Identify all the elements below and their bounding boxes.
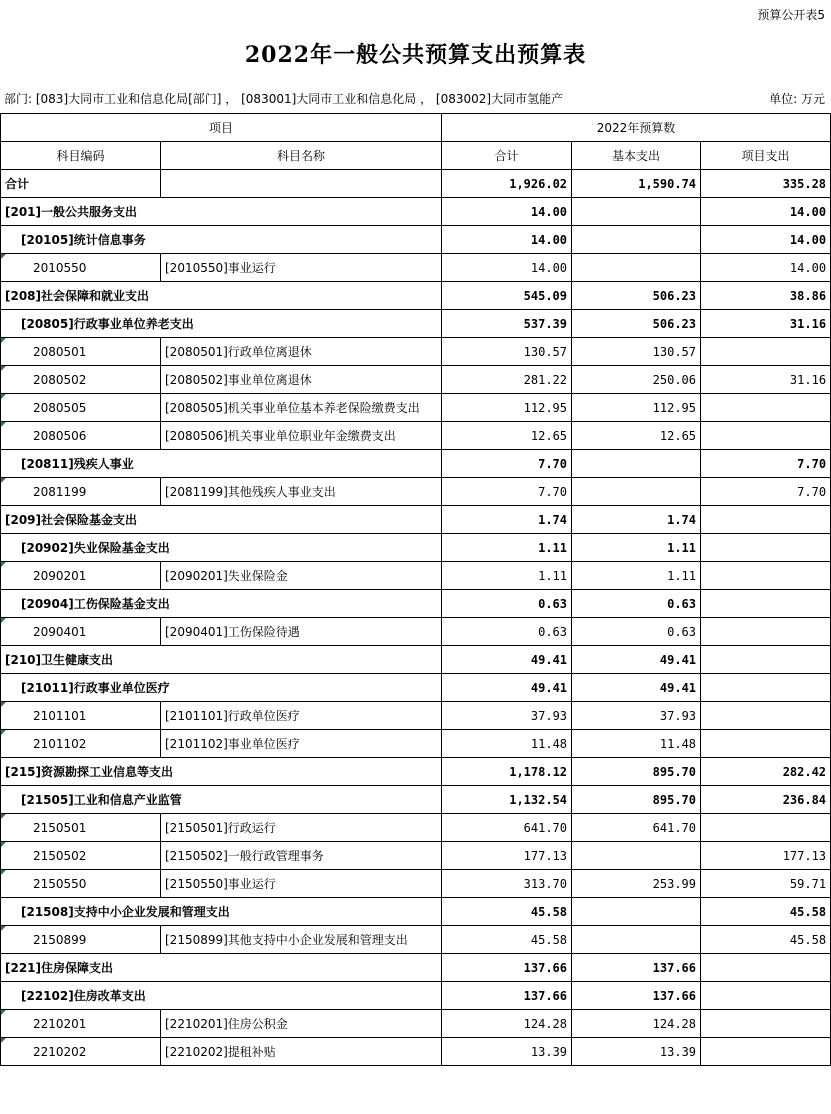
table-row [1, 786, 831, 814]
basic-cell [572, 842, 701, 870]
total-cell: 124.28 [442, 1010, 572, 1038]
total-cell: 49.41 [442, 674, 572, 702]
code-cell: 2081199 [1, 478, 161, 506]
project-cell [701, 646, 831, 674]
table-row [1, 562, 831, 590]
code-cell: 2101102 [1, 730, 161, 758]
project-cell [701, 422, 831, 450]
code-cell: 2090401 [1, 618, 161, 646]
table-row [1, 310, 831, 338]
unit-label: 单位: 万元 [769, 92, 825, 106]
table-row [1, 618, 831, 646]
header-name: 科目名称 [161, 142, 442, 170]
total-cell: 545.09 [442, 282, 572, 310]
header-project: 项目支出 [701, 142, 831, 170]
code-cell: 2150501 [1, 814, 161, 842]
table-row [1, 674, 831, 702]
total-cell: 112.95 [442, 394, 572, 422]
project-cell [701, 814, 831, 842]
name-cell: [2150550]事业运行 [161, 870, 442, 898]
code-cell: 2150550 [1, 870, 161, 898]
project-cell [701, 618, 831, 646]
total-cell: 641.70 [442, 814, 572, 842]
basic-cell: 641.70 [572, 814, 701, 842]
name-cell: [2150899]其他支持中小企业发展和管理支出 [161, 926, 442, 954]
basic-cell: 37.93 [572, 702, 701, 730]
project-cell: 236.84 [701, 786, 831, 814]
total-cell: 1,178.12 [442, 758, 572, 786]
table-row [1, 730, 831, 758]
table-body [1, 170, 831, 1066]
table-row [1, 282, 831, 310]
basic-cell: 130.57 [572, 338, 701, 366]
category-cell: [21508]支持中小企业发展和管理支出 [1, 898, 442, 926]
total-cell: 45.58 [442, 926, 572, 954]
name-cell: [2150502]一般行政管理事务 [161, 842, 442, 870]
budget-table [0, 113, 831, 1066]
category-cell: [22102]住房改革支出 [1, 982, 442, 1010]
code-cell: 2150899 [1, 926, 161, 954]
basic-cell: 506.23 [572, 282, 701, 310]
code-cell: 2080505 [1, 394, 161, 422]
category-cell: [20805]行政事业单位养老支出 [1, 310, 442, 338]
category-cell: [210]卫生健康支出 [1, 646, 442, 674]
total-cell: 1,926.02 [442, 170, 572, 198]
total-cell: 37.93 [442, 702, 572, 730]
total-cell: 49.41 [442, 646, 572, 674]
code-cell: 2080506 [1, 422, 161, 450]
total-cell: 137.66 [442, 982, 572, 1010]
project-cell: 14.00 [701, 198, 831, 226]
total-cell: 313.70 [442, 870, 572, 898]
category-cell: [215]资源勘探工业信息等支出 [1, 758, 442, 786]
code-cell: 2210201 [1, 1010, 161, 1038]
name-cell: [2081199]其他残疾人事业支出 [161, 478, 442, 506]
page-title: 2022年一般公共预算支出预算表 [244, 42, 587, 68]
code-cell: 2150502 [1, 842, 161, 870]
project-cell: 14.00 [701, 226, 831, 254]
project-cell [701, 506, 831, 534]
table-row [1, 870, 831, 898]
category-cell: [21505]工业和信息产业监管 [1, 786, 442, 814]
project-cell [701, 954, 831, 982]
project-cell: 59.71 [701, 870, 831, 898]
basic-cell [572, 926, 701, 954]
basic-cell: 49.41 [572, 674, 701, 702]
total-cell: 45.58 [442, 898, 572, 926]
basic-cell: 137.66 [572, 954, 701, 982]
name-cell: [2080505]机关事业单位基本养老保险缴费支出 [161, 394, 442, 422]
category-cell: 合计 [1, 170, 161, 198]
header-item: 项目 [1, 114, 442, 142]
name-cell: [2101102]事业单位医疗 [161, 730, 442, 758]
total-cell: 137.66 [442, 954, 572, 982]
total-cell: 13.39 [442, 1038, 572, 1066]
total-cell: 1.74 [442, 506, 572, 534]
basic-cell: 1.11 [572, 534, 701, 562]
table-row [1, 954, 831, 982]
basic-cell [572, 254, 701, 282]
basic-cell: 1.74 [572, 506, 701, 534]
name-cell: [2080506]机关事业单位职业年金缴费支出 [161, 422, 442, 450]
table-row [1, 366, 831, 394]
total-cell: 177.13 [442, 842, 572, 870]
table-row [1, 394, 831, 422]
project-cell [701, 562, 831, 590]
total-cell: 130.57 [442, 338, 572, 366]
name-cell [161, 170, 442, 198]
total-cell: 1.11 [442, 534, 572, 562]
table-row [1, 1038, 831, 1066]
header-code: 科目编码 [1, 142, 161, 170]
category-cell: [20105]统计信息事务 [1, 226, 442, 254]
project-cell: 282.42 [701, 758, 831, 786]
project-cell [701, 338, 831, 366]
category-cell: [21011]行政事业单位医疗 [1, 674, 442, 702]
basic-cell: 124.28 [572, 1010, 701, 1038]
name-cell: [2150501]行政运行 [161, 814, 442, 842]
total-cell: 14.00 [442, 226, 572, 254]
basic-cell: 0.63 [572, 590, 701, 618]
total-cell: 281.22 [442, 366, 572, 394]
table-row [1, 758, 831, 786]
basic-cell: 12.65 [572, 422, 701, 450]
basic-cell: 11.48 [572, 730, 701, 758]
table-row [1, 534, 831, 562]
table-row [1, 254, 831, 282]
total-cell: 7.70 [442, 450, 572, 478]
table-row [1, 170, 831, 198]
table-row [1, 450, 831, 478]
basic-cell: 137.66 [572, 982, 701, 1010]
basic-cell [572, 198, 701, 226]
name-cell: [2101101]行政单位医疗 [161, 702, 442, 730]
code-cell: 2101101 [1, 702, 161, 730]
table-row [1, 982, 831, 1010]
total-cell: 0.63 [442, 618, 572, 646]
table-row [1, 814, 831, 842]
name-cell: [2090401]工伤保险待遇 [161, 618, 442, 646]
code-cell: 2080501 [1, 338, 161, 366]
total-cell: 14.00 [442, 198, 572, 226]
category-cell: [209]社会保险基金支出 [1, 506, 442, 534]
table-row [1, 506, 831, 534]
table-row [1, 590, 831, 618]
header-basic: 基本支出 [572, 142, 701, 170]
project-cell [701, 1038, 831, 1066]
total-cell: 11.48 [442, 730, 572, 758]
name-cell: [2080502]事业单位离退休 [161, 366, 442, 394]
total-cell: 7.70 [442, 478, 572, 506]
project-cell [701, 674, 831, 702]
code-cell: 2010550 [1, 254, 161, 282]
name-cell: [2010550]事业运行 [161, 254, 442, 282]
table-row [1, 1010, 831, 1038]
category-cell: [201]一般公共服务支出 [1, 198, 442, 226]
project-cell: 335.28 [701, 170, 831, 198]
basic-cell [572, 450, 701, 478]
table-row [1, 926, 831, 954]
table-number-label: 预算公开表5 [757, 8, 825, 22]
project-cell: 7.70 [701, 478, 831, 506]
code-cell: 2090201 [1, 562, 161, 590]
basic-cell: 253.99 [572, 870, 701, 898]
basic-cell: 112.95 [572, 394, 701, 422]
project-cell [701, 730, 831, 758]
code-cell: 2080502 [1, 366, 161, 394]
name-cell: [2080501]行政单位离退休 [161, 338, 442, 366]
header-total: 合计 [442, 142, 572, 170]
basic-cell: 506.23 [572, 310, 701, 338]
project-cell [701, 534, 831, 562]
table-row [1, 646, 831, 674]
header-budget: 2022年预算数 [442, 114, 831, 142]
total-cell: 12.65 [442, 422, 572, 450]
basic-cell [572, 226, 701, 254]
total-cell: 14.00 [442, 254, 572, 282]
basic-cell: 250.06 [572, 366, 701, 394]
basic-cell: 0.63 [572, 618, 701, 646]
basic-cell: 895.70 [572, 786, 701, 814]
category-cell: [20811]残疾人事业 [1, 450, 442, 478]
project-cell [701, 702, 831, 730]
basic-cell: 1.11 [572, 562, 701, 590]
project-cell: 45.58 [701, 926, 831, 954]
project-cell [701, 1010, 831, 1038]
total-cell: 1.11 [442, 562, 572, 590]
category-cell: [20902]失业保险基金支出 [1, 534, 442, 562]
project-cell: 38.86 [701, 282, 831, 310]
project-cell: 45.58 [701, 898, 831, 926]
basic-cell: 1,590.74 [572, 170, 701, 198]
project-cell: 31.16 [701, 310, 831, 338]
project-cell: 14.00 [701, 254, 831, 282]
basic-cell: 49.41 [572, 646, 701, 674]
project-cell [701, 394, 831, 422]
table-row [1, 842, 831, 870]
basic-cell [572, 898, 701, 926]
total-cell: 1,132.54 [442, 786, 572, 814]
basic-cell: 13.39 [572, 1038, 701, 1066]
total-cell: 537.39 [442, 310, 572, 338]
table-row [1, 422, 831, 450]
total-cell: 0.63 [442, 590, 572, 618]
table-row [1, 478, 831, 506]
project-cell: 7.70 [701, 450, 831, 478]
category-cell: [20904]工伤保险基金支出 [1, 590, 442, 618]
project-cell [701, 590, 831, 618]
code-cell: 2210202 [1, 1038, 161, 1066]
category-cell: [221]住房保障支出 [1, 954, 442, 982]
table-row [1, 702, 831, 730]
project-cell: 31.16 [701, 366, 831, 394]
basic-cell [572, 478, 701, 506]
project-cell: 177.13 [701, 842, 831, 870]
department-line: 部门: [083]大同市工业和信息化局[部门] ， [083001]大同市工业和信息化局 ， [083002]大同市氢能产 [4, 92, 564, 106]
project-cell [701, 982, 831, 1010]
name-cell: [2210201]住房公积金 [161, 1010, 442, 1038]
table-row [1, 226, 831, 254]
table-row [1, 898, 831, 926]
name-cell: [2210202]提租补贴 [161, 1038, 442, 1066]
table-row [1, 338, 831, 366]
basic-cell: 895.70 [572, 758, 701, 786]
category-cell: [208]社会保障和就业支出 [1, 282, 442, 310]
table-row [1, 198, 831, 226]
name-cell: [2090201]失业保险金 [161, 562, 442, 590]
